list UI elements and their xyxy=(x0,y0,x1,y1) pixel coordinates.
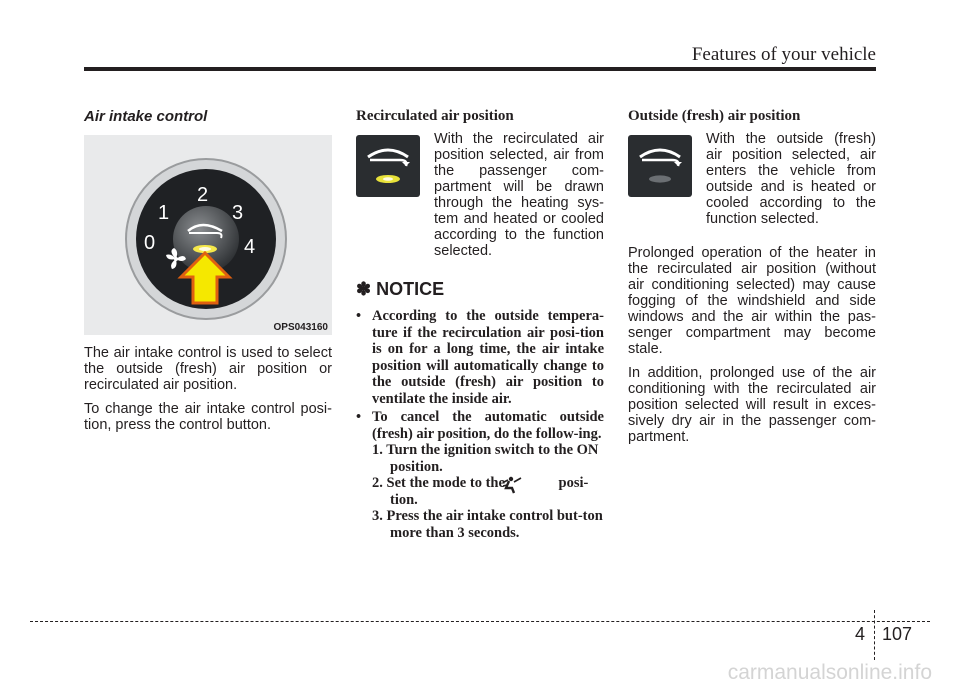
paragraph: The air intake control is used to select the outside (fresh) air position or recirculated air position. xyxy=(84,345,332,393)
notice-item-text: According to the outside tempera-ture if the recirculation air posi-tion is on for a long time, the air intake position will automatically change to the outside (fresh) air position to ventilate the inside air. xyxy=(372,308,604,407)
page-section: 4 xyxy=(855,624,866,644)
step-item xyxy=(372,475,604,508)
step-item: 1. Turn the ignition switch to the ON position. xyxy=(372,442,599,475)
step-text: 2. Set the mode to the xyxy=(372,475,505,491)
dial-label-2: 2 xyxy=(197,184,209,206)
figure-caption: OPS043160 xyxy=(273,322,328,333)
header-title: Features of your vehicle xyxy=(691,44,876,65)
notice-item: • According to the outside tempera-ture if the recirculation air posi-tion is on for a long time, the air intake position will automatically change to the outside (fresh) air position to ventilate the inside air. xyxy=(356,308,604,407)
column-2 xyxy=(356,108,604,543)
recirculated-air-icon xyxy=(356,135,420,197)
header-rule xyxy=(84,67,876,71)
notice-list xyxy=(356,308,604,541)
recirculated-heading: Recirculated air position xyxy=(356,108,514,124)
recirculated-description: With the recirculated air position selected, air from the passenger com-partment will be drawn through the heating sys-tem and heated or cooled according to the function selected. xyxy=(434,131,604,259)
outside-air-description: With the outside (fresh) air position selected, air enters the vehicle from outside and is heated or cooled according to the function selected. xyxy=(706,131,876,227)
mode-floor-defrost-icon xyxy=(519,476,541,492)
dial-label-3: 3 xyxy=(232,202,244,224)
notice-heading xyxy=(356,279,604,300)
steps-list xyxy=(372,442,604,541)
column-1 xyxy=(84,108,332,441)
notice-title: NOTICE xyxy=(376,279,445,299)
dial-label-1: 1 xyxy=(158,202,170,224)
step-item: 3. Press the air intake control but-ton more than 3 seconds. xyxy=(372,508,603,541)
footer-rule xyxy=(30,621,930,622)
dial-label-4: 4 xyxy=(244,236,256,258)
outside-air-row xyxy=(628,131,876,227)
section-title: Air intake control xyxy=(84,108,208,125)
notice-item: • To cancel the automatic outside (fresh) air position, do the follow-ing. 1. Turn the ignition switch to the ON position. 2. Set the mode to the posi-tion. 3. Press the air intake control but-ton more than 3 seconds. xyxy=(356,409,604,541)
page-number: 107 xyxy=(882,624,913,644)
page-divider xyxy=(874,610,875,660)
column-3 xyxy=(628,108,876,453)
outside-air-heading: Outside (fresh) air position xyxy=(628,108,801,124)
recirculated-row xyxy=(356,131,604,259)
paragraph: Prolonged operation of the heater in the recirculated air position (without air conditioning selected) may cause fogging of the windshield and side windows and the air within the pas-senger compartment may become stale. xyxy=(628,245,876,357)
notice-star-icon: ✽ xyxy=(356,279,377,299)
notice-item-text: To cancel the automatic outside (fresh) air position, do the follow-ing. xyxy=(372,409,604,442)
outside-air-icon xyxy=(628,135,692,197)
step-text: posi-tion. xyxy=(390,475,589,508)
paragraph: To change the air intake control posi-tion, press the control button. xyxy=(84,401,332,433)
dial-label-0: 0 xyxy=(144,232,156,254)
air-intake-dial-figure xyxy=(84,135,332,335)
air-intake-dial-illustration xyxy=(84,135,332,335)
watermark: carmanualsonline.info xyxy=(727,661,932,684)
paragraph: In addition, prolonged use of the air conditioning with the recirculated air position selected will result in exces-sively dry air in the passenger com-partment. xyxy=(628,365,876,445)
